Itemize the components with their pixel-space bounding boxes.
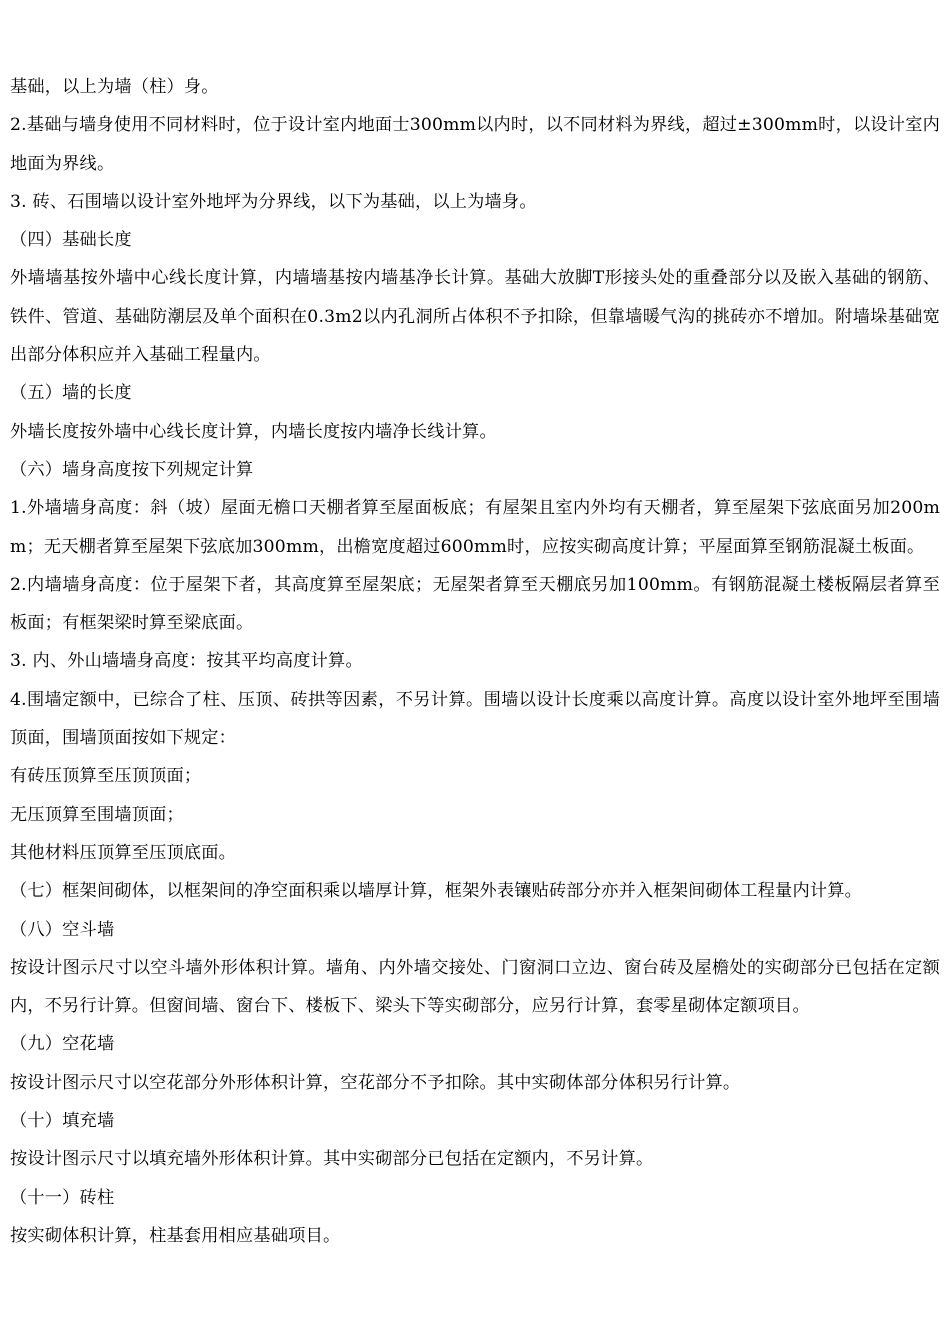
heading-brick-column: （十一）砖柱 [10,1187,115,1208]
paragraph-boundary-wall-quota: 4.围墙定额中，已综合了柱、压顶、砖拱等因素，不另计算。围墙以设计长度乘以高度计算。高度以设计室外地坪至围墙顶面，围墙顶面按如下规定： [10,689,940,749]
heading-wall-length: （五）墙的长度 [10,383,132,404]
heading-frame-masonry: （七）框架间砌体，以框架间的净空面积乘以墙厚计算，框架外表镶贴砖部分亦并入框架间砌体工程量内计算。 [10,881,862,902]
paragraph-infill-wall: 按设计图示尺寸以填充墙外形体积计算。其中实砌部分已包括在定额内，不另计算。 [10,1149,654,1170]
paragraph-exterior-wall-height: 1.外墙墙身高度：斜（坡）屋面无檐口天棚者算至屋面板底；有屋架且室内外均有天棚者，算至屋架下弦底面另加200mm；无天棚者算至屋架下弦底加300mm，出檐宽度超过600mm时，应按实砌高度计算；平屋面算至钢筋混凝土板面。 [10,498,940,557]
heading-wall-height: （六）墙身高度按下列规定计算 [10,459,254,480]
paragraph-rule-3-boundary-wall: 3. 砖、石围墙以设计室外地坪为分界线，以下为基础，以上为墙身。 [10,191,537,212]
paragraph-base-wall-division: 基础，以上为墙（柱）身。 [10,77,219,97]
paragraph-other-coping: 其他材料压顶算至压顶底面。 [10,842,237,863]
paragraph-foundation-length: 外墙墙基按外墙中心线长度计算，内墙墙基按内墙基净长计算。基础大放脚T形接头处的重叠部分以及嵌入基础的钢筋、铁件、管道、基础防潮层及单个面积在0.3m2以内孔洞所占体积不予扣除，但靠墙暖气沟的挑砖亦不增加。附墙垛基础宽出部分体积应并入基础工程量内。 [10,268,940,366]
heading-hollow-wall: （八）空斗墙 [10,919,115,940]
paragraph-brick-column: 按实砌体积计算，柱基套用相应基础项目。 [10,1225,341,1246]
paragraph-wall-length: 外墙长度按外墙中心线长度计算，内墙长度按内墙净长线计算。 [10,421,497,442]
heading-foundation-length: （四）基础长度 [10,230,132,251]
paragraph-no-coping: 无压顶算至围墙顶面； [10,804,184,825]
heading-perforated-wall: （九）空花墙 [10,1034,115,1055]
heading-infill-wall: （十）填充墙 [10,1111,115,1132]
paragraph-perforated-wall: 按设计图示尺寸以空花部分外形体积计算，空花部分不予扣除。其中实砌体部分体积另行计算。 [10,1072,741,1093]
paragraph-interior-wall-height: 2.内墙墙身高度：位于屋架下者，其高度算至屋架底；无屋架者算至天棚底另加100mm。有钢筋混凝土楼板隔层者算至板面；有框架梁时算至梁底面。 [10,574,940,634]
paragraph-hollow-wall: 按设计图示尺寸以空斗墙外形体积计算。墙角、内外墙交接处、门窗洞口立边、窗台砖及屋檐处的实砌部分已包括在定额内，不另行计算。但窗间墙、窗台下、楼板下、梁头下等实砌部分，应另行计算，套零星砌体定额项目。 [10,957,940,1017]
document-body [10,68,940,1255]
paragraph-brick-coping: 有砖压顶算至压顶顶面； [10,766,202,787]
paragraph-rule-2-different-materials: 2.基础与墙身使用不同材料时，位于设计室内地面士300mm以内时，以不同材料为界线，超过±300mm时，以设计室内地面为界线。 [10,115,940,174]
paragraph-gable-wall-height: 3. 内、外山墙墙身高度：按其平均高度计算。 [10,651,363,672]
